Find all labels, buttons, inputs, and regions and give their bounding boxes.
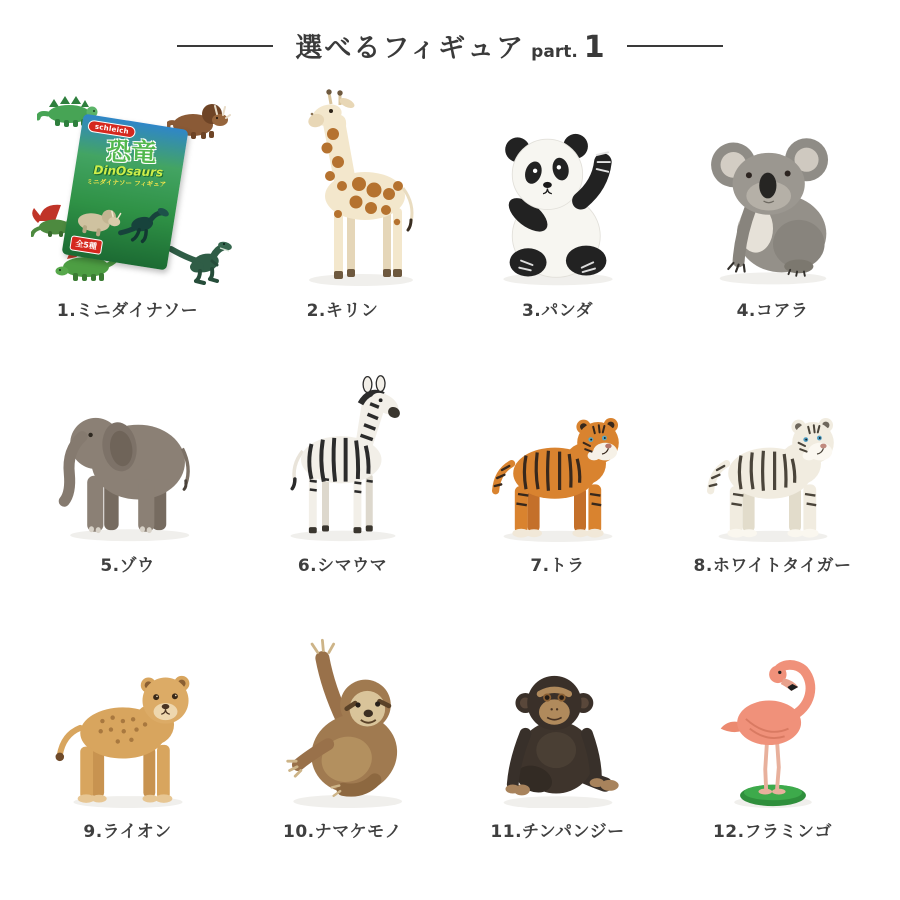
figure-item-tiger [452,367,663,576]
figure-label: 10.ナマケモノ [283,822,402,842]
package-title-jp: 恐竜 [105,136,157,168]
tiger-image [452,367,663,542]
title-right-line [627,45,723,47]
figure-item-zebra [237,367,448,576]
package-brand-logo: schleich [87,119,137,138]
figure-label: 12.フラミンゴ [712,822,833,842]
koala-image [667,75,878,287]
figure-item-chimpanzee [452,622,663,842]
chimpanzee-image [452,622,663,808]
figure-label: 2.キリン [306,301,379,321]
mini-dinosaur-image [22,75,233,287]
flamingo-image [667,622,878,808]
title-main-text: 選べるフィギュア [295,33,526,64]
title-part-number: 1 [583,30,605,65]
raptor-figure-image [167,231,233,285]
package-title-en: DinOsaurs [92,163,163,180]
figure-label: 3.パンダ [521,301,594,321]
figure-item-elephant [22,367,233,576]
panda-image [452,75,663,287]
figure-label: 8.ホワイトタイガー [693,556,852,576]
figure-grid [22,75,878,842]
figure-label: 5.ゾウ [100,556,155,576]
figure-item-lion [22,622,233,842]
figure-item-sloth [237,622,448,842]
figure-label: 4.コアラ [736,301,809,321]
figure-item-giraffe [237,75,448,321]
package-subtitle: ミニダイナソー フィギュア [85,177,166,189]
figure-item-mini-dinosaur [22,75,233,321]
figure-label: 11.チンパンジー [490,822,625,842]
elephant-image [22,367,233,542]
blind-bag-package [61,114,188,271]
figure-item-white-tiger [667,367,878,576]
figure-item-panda [452,75,663,321]
lion-image [22,622,233,808]
figure-item-koala [667,75,878,321]
title-left-line [177,45,273,47]
giraffe-image [237,75,448,287]
figure-item-flamingo [667,622,878,842]
sloth-image [237,622,448,808]
zebra-image [237,367,448,542]
figure-label: 6.シマウマ [297,556,388,576]
page-title [295,26,604,65]
figure-label: 1.ミニダイナソー [56,301,199,321]
page-header [0,0,900,65]
white-tiger-image [667,367,878,542]
title-part-label: part. [531,42,578,62]
package-count-badge: 全5種 [69,235,103,255]
figure-label: 9.ライオン [83,822,172,842]
figure-label: 7.トラ [530,556,585,576]
